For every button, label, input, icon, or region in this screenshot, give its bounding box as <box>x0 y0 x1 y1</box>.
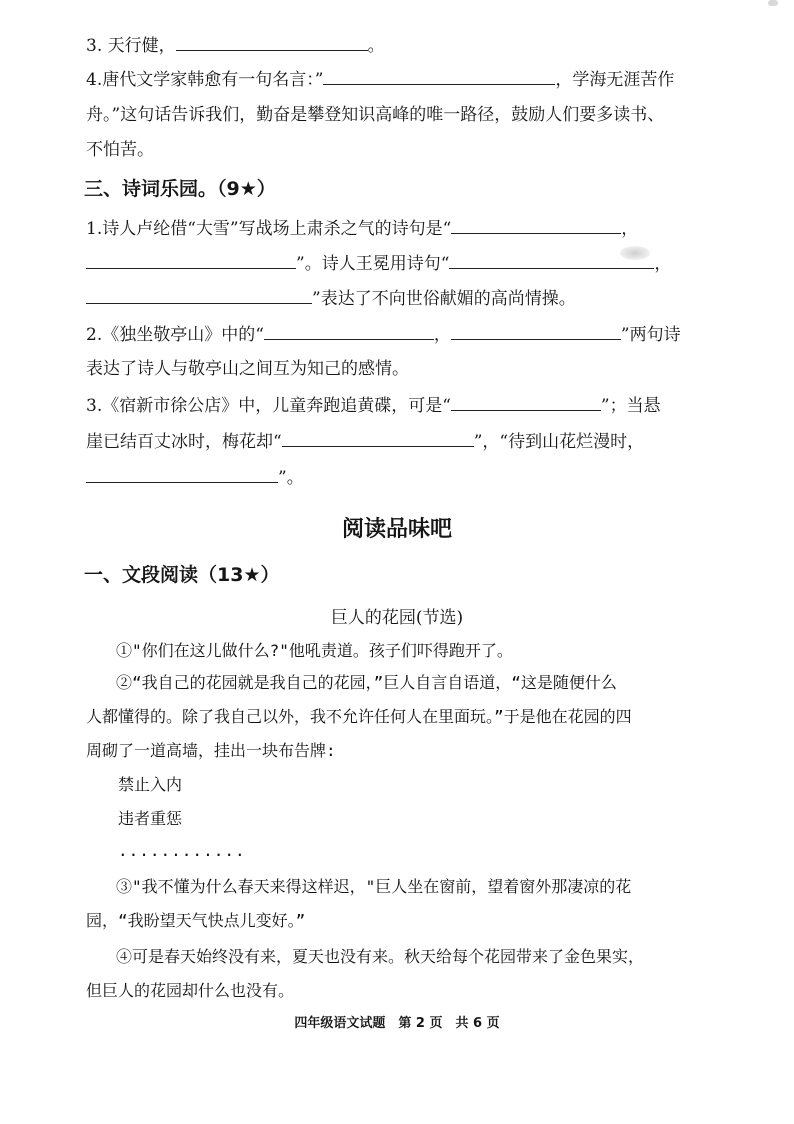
q3-3-text-a: 3.《宿新市徐公店》中，儿童奔跑追黄碟，可是“ <box>86 396 451 416</box>
question-3-1-line3 <box>86 287 576 310</box>
ellipsis-dots: ............ <box>118 841 246 860</box>
question-3-3-line1 <box>86 394 661 417</box>
q3-3-text-b: ”；当悬 <box>600 396 661 416</box>
question-3-1-line2 <box>86 252 671 275</box>
q3-2-text-c: ”两句诗 <box>620 325 681 345</box>
answer-blank[interactable] <box>451 217 621 234</box>
question-2-3 <box>86 34 385 57</box>
answer-blank[interactable] <box>86 287 312 304</box>
q3-1-text-d: ， <box>654 254 672 274</box>
answer-blank[interactable] <box>282 430 474 447</box>
q2-4-text-a: 4.唐代文学家韩愈有一句名言：” <box>86 70 324 90</box>
answer-blank[interactable] <box>451 323 621 340</box>
q3-1-text-c: ”。诗人王冕用诗句“ <box>296 254 450 274</box>
reading-section-heading: 一、文段阅读（13★） <box>84 564 280 586</box>
question-3-2-line1 <box>86 323 681 346</box>
passage-paragraph-2-line1: ②“我自己的花园就是我自己的花园，”巨人自言自语道，“这是随便什么 <box>116 673 617 692</box>
q3-3-text-d: ”，“待到山花烂漫时， <box>473 432 645 452</box>
question-3-2-line2: 表达了诗人与敬亭山之间互为知己的感情。 <box>86 359 409 379</box>
q2-4-text-b: ，学海无涯苦作 <box>555 70 675 90</box>
answer-blank[interactable] <box>323 68 555 85</box>
question-2-4-line2: 舟。”这句话告诉我们，勤奋是攀登知识高峰的唯一路径，鼓励人们要多读书、 <box>86 105 665 125</box>
q3-2-text-a: 2.《独坐敬亭山》中的“ <box>86 325 264 345</box>
passage-paragraph-2-line2: 人都懂得的。除了我自己以外，我不允许任何人在里面玩。”于是他在花园的四 <box>86 707 632 726</box>
q3-2-text-b: ， <box>433 325 451 345</box>
answer-blank[interactable] <box>86 252 296 269</box>
scan-corner-mark <box>768 0 778 6</box>
reading-title: 阅读品味吧 <box>341 517 452 542</box>
sign-line-2: 违者重惩 <box>118 809 183 828</box>
passage-title: 巨人的花园(节选) <box>330 608 464 628</box>
section-3-heading: 三、诗词乐园。（9★） <box>84 178 276 200</box>
passage-paragraph-3-line2: 园，“我盼望天气快点儿变好。” <box>86 911 306 930</box>
answer-blank[interactable] <box>176 34 368 51</box>
answer-blank[interactable] <box>86 466 278 483</box>
question-3-3-line2 <box>86 430 644 453</box>
passage-paragraph-4-line2: 但巨人的花园却什么也没有。 <box>86 981 295 1000</box>
passage-paragraph-1: ①"你们在这儿做什么?"他吼责道。孩子们吓得跑开了。 <box>116 641 513 660</box>
q3-1-text-a: 1.诗人卢纶借“大雪”写战场上肃杀之气的诗句是“ <box>86 219 452 239</box>
question-2-4-line1 <box>86 68 674 91</box>
q3-1-text-b: ， <box>621 219 639 239</box>
q3-3-text-e: ”。 <box>278 468 304 488</box>
question-3-3-line3 <box>86 466 304 489</box>
scan-smudge <box>620 246 650 260</box>
passage-paragraph-4-line1: ④可是春天始终没有来，夏天也没有来。秋天给每个花园带来了金色果实， <box>116 947 645 966</box>
answer-blank[interactable] <box>264 323 434 340</box>
passage-paragraph-3-line1: ③"我不懂为什么春天来得这样迟，"巨人坐在窗前，望着窗外那凄凉的花 <box>116 877 632 896</box>
answer-blank[interactable] <box>451 394 601 411</box>
q2-3-end: 。 <box>367 36 385 56</box>
q2-3-text: 3. 天行健， <box>86 36 176 56</box>
page-footer: 四年级语文试题 第 2 页 共 6 页 <box>294 1016 500 1031</box>
question-3-1-line1 <box>86 217 638 240</box>
q3-1-text-e: ”表达了不向世俗献媚的高尚情操。 <box>312 289 576 309</box>
q3-3-text-c: 崖已结百丈冰时，梅花却“ <box>86 432 282 452</box>
sign-line-1: 禁止入内 <box>118 775 183 794</box>
question-2-4-line3: 不怕苦。 <box>86 140 154 160</box>
passage-paragraph-2-line3: 周砌了一道高墙，挂出一块布告牌: <box>86 741 336 760</box>
